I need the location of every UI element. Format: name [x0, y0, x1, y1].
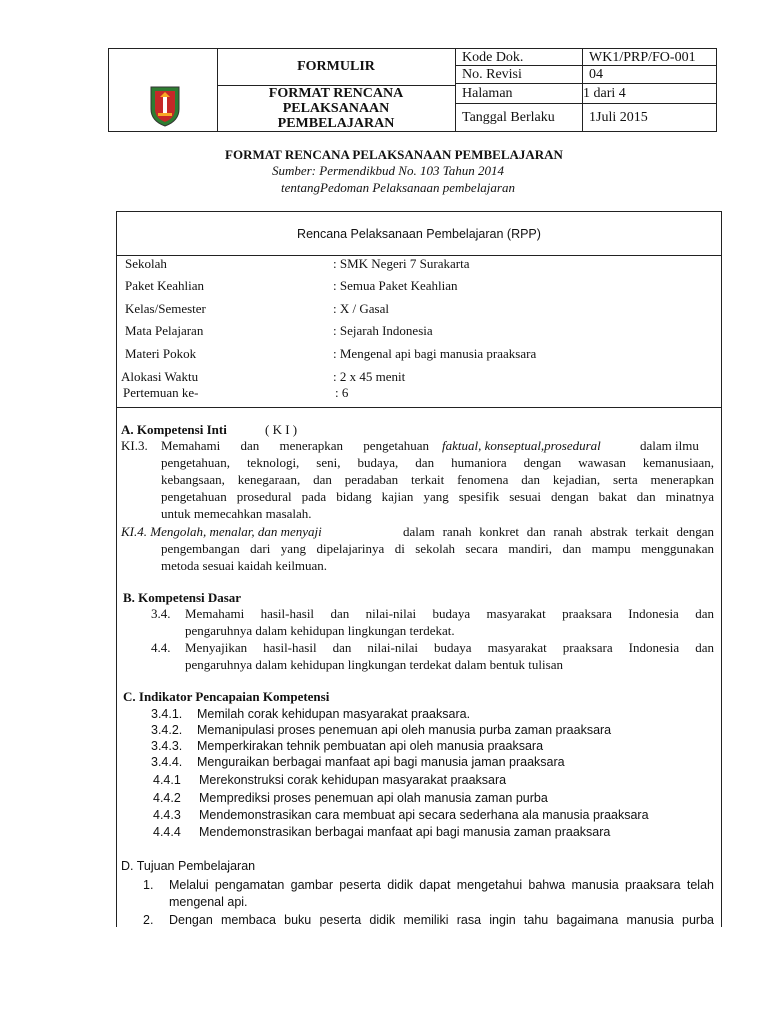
section-c-heading: C. Indikator Pencapaian Kompetensi [123, 689, 330, 704]
ki3-line-5: untuk memecahkan masalah. [161, 506, 312, 521]
no-revisi-label: No. Revisi [462, 67, 522, 82]
info-value-materi: : Mengenal api bagi manusia praaksara [333, 346, 537, 361]
indicator-num: 3.4.2. [151, 723, 183, 737]
tujuan-1-line-2: mengenal api. [169, 895, 248, 909]
indicator-text: Memprediksi proses penemuan api olah manusia zaman purba [199, 791, 548, 805]
section-a-suffix: ( K I ) [265, 422, 298, 437]
rpp-title: Rencana Pelaksanaan Pembelajaran (RPP) [297, 227, 541, 241]
kd-4-4-num: 4.4. [151, 640, 171, 655]
ki3-line-1a: Memahami dan menerapkan pengetahuan [161, 438, 429, 453]
info-value-alokasi: : 2 x 45 menit [333, 369, 406, 384]
info-label-materi: Materi Pokok [125, 346, 197, 361]
info-label-alokasi: Alokasi Waktu [121, 369, 199, 384]
section-d-heading: D. Tujuan Pembelajaran [121, 859, 256, 873]
ki3-line-1-italic: faktual, konseptual,prosedural [442, 438, 601, 453]
tujuan-2-num: 2. [143, 913, 154, 927]
source-line-2: tentangPedoman Pelaksanaan pembelajaran [281, 180, 515, 195]
indicator-text: Memilah corak kehidupan masyarakat praaksara. [197, 707, 471, 721]
tanggal-berlaku-value: 1Juli 2015 [589, 110, 648, 125]
indicator-num: 3.4.4. [151, 755, 183, 769]
info-label-pertemuan: Pertemuan ke- [123, 385, 199, 400]
tanggal-berlaku-label: Tanggal Berlaku [462, 110, 555, 125]
format-title-line1: FORMAT RENCANA [268, 86, 404, 101]
halaman-value: 1 dari 4 [583, 86, 626, 101]
rpp-container [116, 211, 722, 927]
tujuan-2-line-1: Dengan membaca buku peserta didik memiliki rasa ingin tahu bagaimana manusia purba [169, 913, 714, 927]
ki4-label: KI.4. Mengolah, menalar, dan menyaji [121, 524, 322, 539]
ki4-line-3: metoda sesuai kaidah keilmuan. [161, 558, 328, 573]
format-title-line3: PEMBELAJARAN [277, 116, 395, 131]
city-emblem-icon [147, 85, 183, 127]
section-b-heading: B. Kompetensi Dasar [123, 590, 242, 605]
source-line-1: Sumber: Permendikbud No. 103 Tahun 2014 [271, 163, 505, 178]
indicator-num: 4.4.4 [153, 825, 181, 839]
info-value-paket: : Semua Paket Keahlian [333, 278, 458, 293]
indicator-text: Mendemonstrasikan cara membuat api secara sederhana ala manusia praaksara [199, 808, 649, 822]
no-revisi-value: 04 [589, 67, 603, 82]
ki3-line-4: pengetahuan prosedural pada bidang kajian yang spesifik sesuai dengan bakat dan minatnya [161, 489, 714, 504]
tujuan-1-num: 1. [143, 878, 154, 892]
kd-3-4-num: 3.4. [151, 606, 171, 621]
indicator-num: 4.4.1 [153, 773, 181, 787]
section-a-heading: A. Kompetensi Inti [121, 422, 227, 437]
indicator-text: Memperkirakan tehnik pembuatan api oleh manusia praaksara [197, 739, 544, 753]
kd-4-4-line-2: pengaruhnya dalam kehidupan lingkungan terdekat dalam bentuk tulisan [185, 657, 563, 672]
ki3-line-2: pengetahuan, teknologi, seni, budaya, dan humaniora dengan wawasan kemanusiaan, [161, 455, 714, 470]
indicator-text: Menguraikan berbagai manfaat api bagi manusia jaman praaksara [197, 755, 565, 769]
kd-3-4-line-1: Memahami hasil-hasil dan nilai-nilai budaya masyarakat praaksara Indonesia dan [185, 606, 714, 621]
kode-dok-label: Kode Dok. [462, 50, 524, 65]
halaman-label: Halaman [462, 86, 513, 101]
info-label-paket: Paket Keahlian [125, 278, 205, 293]
indicator-num: 4.4.2 [153, 791, 181, 805]
info-label-kelas: Kelas/Semester [125, 301, 206, 316]
indicator-text: Mendemonstrasikan berbagai manfaat api bagi manusia zaman praaksara [199, 825, 611, 839]
formulir-title: FORMULIR [297, 59, 375, 74]
indicator-text: Merekonstruksi corak kehidupan masyarakat praaksara [199, 773, 507, 787]
indicator-num: 3.4.1. [151, 707, 183, 721]
ki3-line-3: kebangsaan, kenegaraan, dan peradaban terkait fenomena dan kejadian, serta menerapkan [161, 472, 714, 487]
kode-dok-value: WK1/PRP/FO-001 [589, 50, 696, 65]
tujuan-1-line-1: Melalui pengamatan gambar peserta didik dapat mengetahui bahwa manusia praaksara telah [169, 878, 714, 892]
document-header-table [108, 48, 717, 132]
indicator-num: 3.4.3. [151, 739, 183, 753]
ki4-line-1: dalam ranah konkret dan ranah abstrak terkait dengan [403, 524, 714, 539]
format-title-line2: PELAKSANAAN [282, 101, 390, 116]
ki4-line-2: pengembangan dari yang dipelajarinya di sekolah secara mandiri, dan mampu menggunakan [161, 541, 714, 556]
document-title: FORMAT RENCANA PELAKSANAAN PEMBELAJARAN [225, 147, 563, 162]
info-value-sekolah: : SMK Negeri 7 Surakarta [333, 256, 470, 271]
kd-3-4-line-2: pengaruhnya dalam kehidupan lingkungan terdekat. [185, 623, 455, 638]
indicator-num: 4.4.3 [153, 808, 181, 822]
info-label-mapel: Mata Pelajaran [125, 323, 204, 338]
ki3-label: KI.3. [121, 438, 148, 453]
indicator-text: Memanipulasi proses penemuan api oleh manusia purba zaman praaksara [197, 723, 612, 737]
info-value-mapel: : Sejarah Indonesia [333, 323, 433, 338]
kd-4-4-line-1: Menyajikan hasil-hasil dan nilai-nilai budaya masyarakat praaksara Indonesia dan [185, 640, 714, 655]
info-label-sekolah: Sekolah [125, 256, 167, 271]
info-value-pertemuan: : 6 [335, 385, 349, 400]
info-value-kelas: : X / Gasal [333, 301, 389, 316]
ki3-line-1b: dalam ilmu [640, 438, 699, 453]
